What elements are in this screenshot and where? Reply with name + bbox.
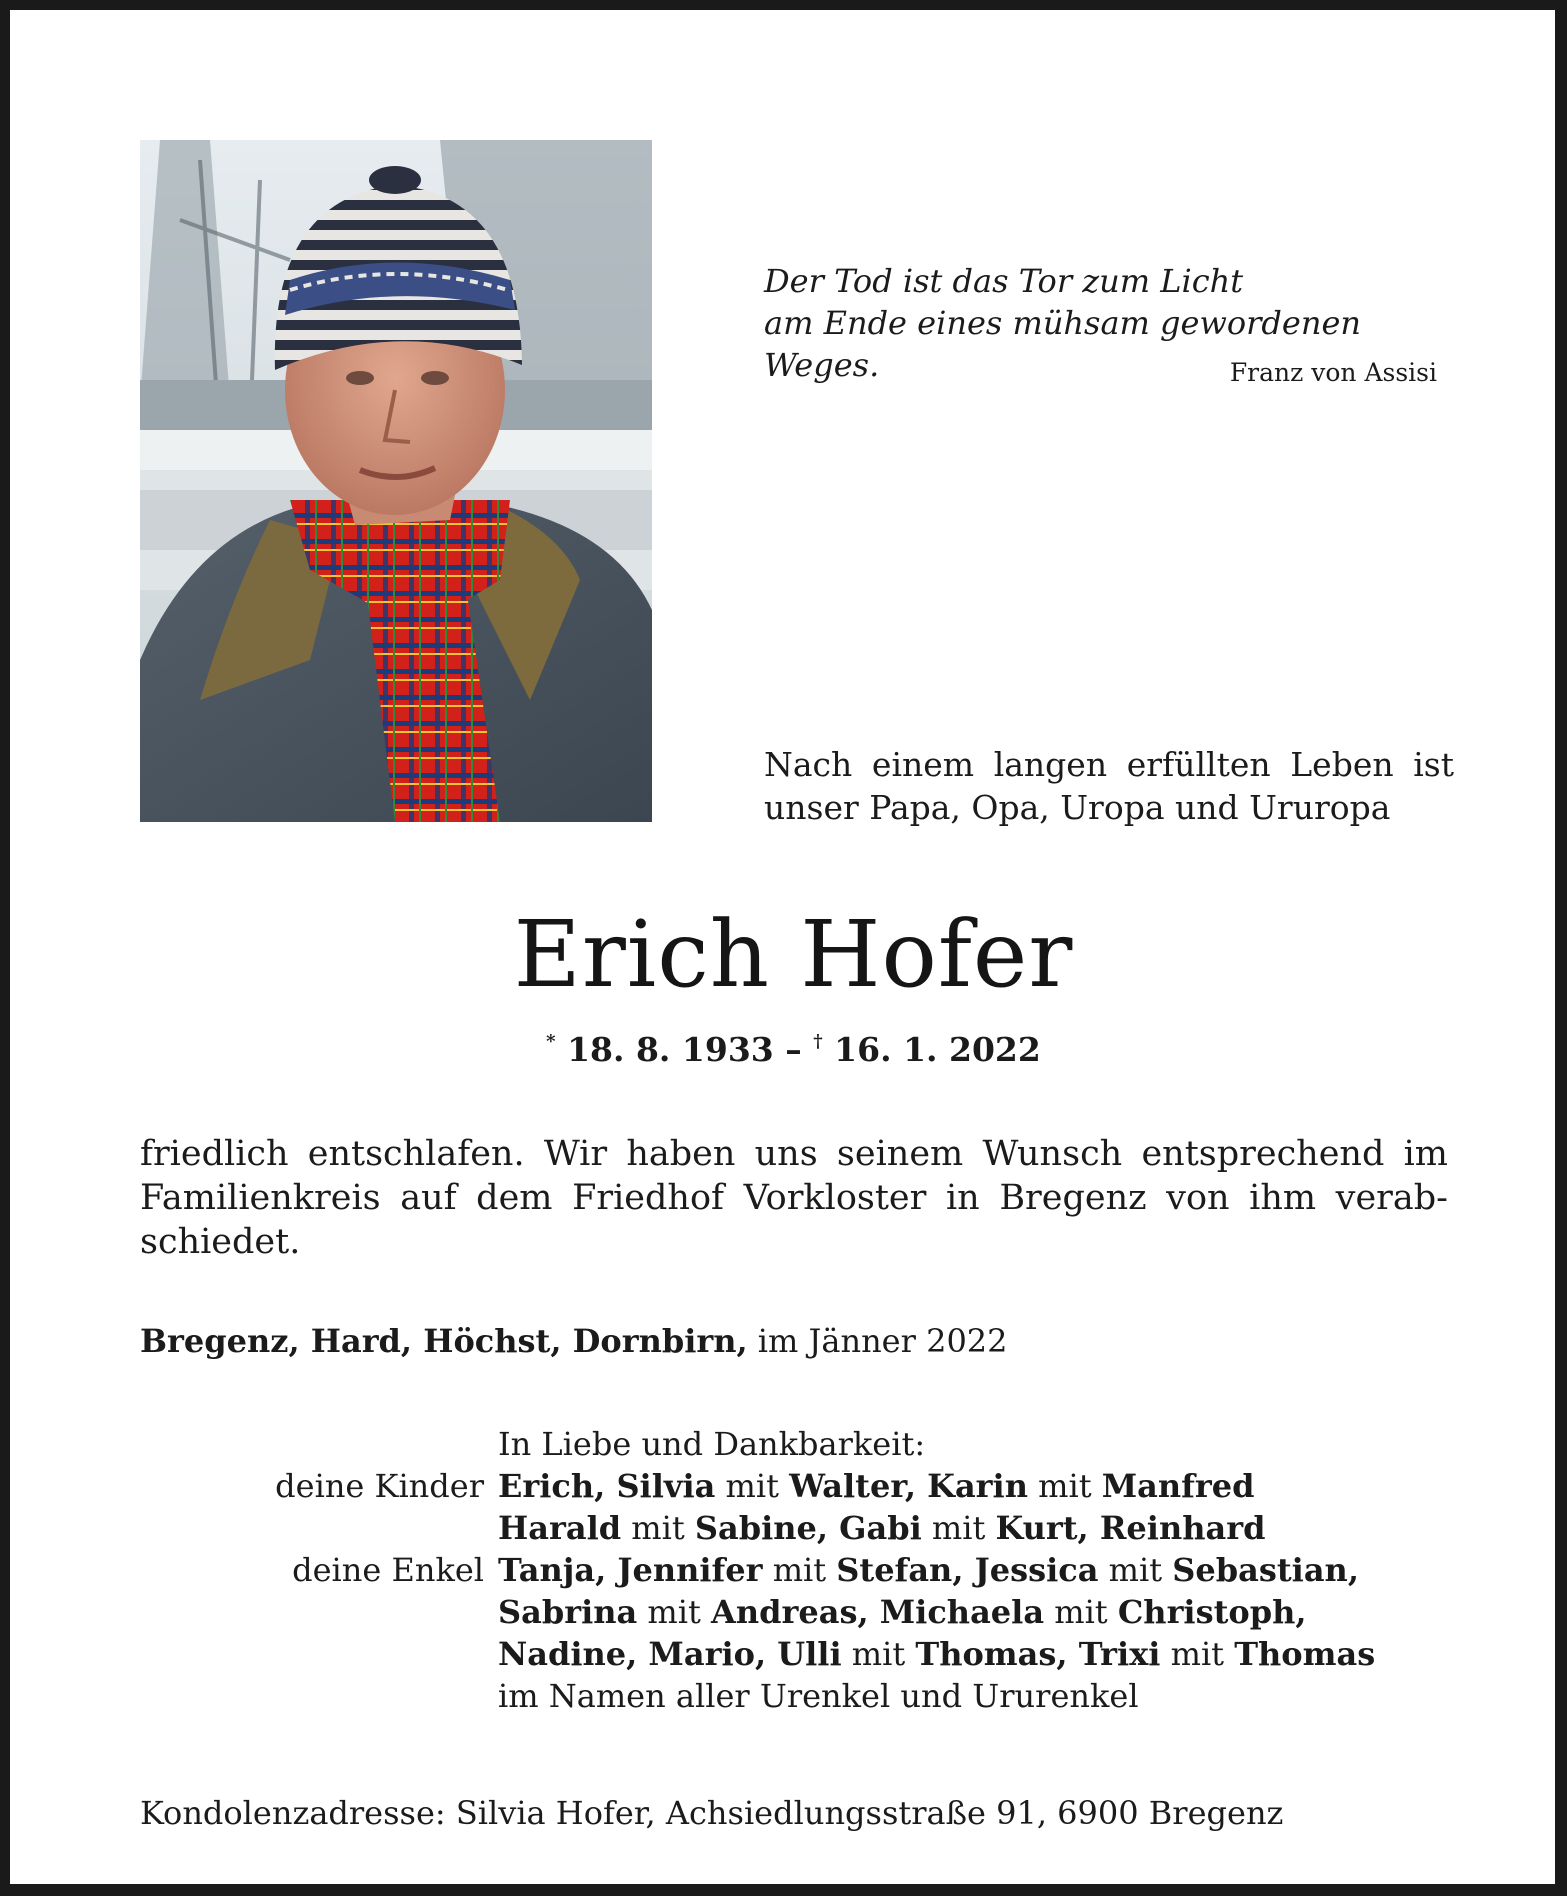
date-separator: – [785,1030,802,1069]
birth-symbol: * [546,1031,556,1052]
quote-line: am Ende eines mühsam gewordenen Weges. [764,304,1361,384]
place-date-line [140,1322,1008,1360]
birth-date: 18. 8. 1933 [567,1030,774,1069]
signer-line [498,1549,1460,1591]
signers-block [140,1423,1460,1717]
signer-names: Erich, Silvia [498,1467,716,1505]
signer-names: Christoph, [1117,1593,1307,1631]
body-line: Familienkreis auf dem Friedhof Vorkloster in Bregenz von ihm verab- [140,1178,1448,1218]
signer-line [498,1465,1460,1507]
signer-line [498,1633,1460,1675]
intro-text [764,743,1454,829]
body-line: friedlich entschlafen. Wir haben uns seinem Wunsch entsprechend im [140,1134,1448,1174]
signer-connector: mit [762,1551,837,1589]
signer-connector: mit [1027,1467,1102,1505]
quote-line: Der Tod ist das Tor zum Licht [764,262,1244,300]
signers-heading: In Liebe und Dankbarkeit: [498,1425,926,1463]
signer-connector: mit [621,1509,695,1547]
signer-connector: mit [1160,1635,1235,1673]
signer-names: Sabine, Gabi [694,1509,922,1547]
deceased-name: Erich Hofer [513,901,1074,1008]
signer-connector: mit [715,1467,790,1505]
signer-names: Thomas [1234,1635,1376,1673]
place-towns: Bregenz, Hard, Höchst, Dornbirn, [140,1322,748,1360]
condolence-address: Kondolenzadresse: Silvia Hofer, Achsiedlungsstraße 91, 6900 Bregenz [140,1794,1284,1832]
signer-names: Andreas, Michaela [711,1593,1045,1631]
signer-names: Stefan, Jessica [836,1551,1099,1589]
body-line: schiedet. [140,1222,301,1262]
intro-line: unser Papa, Opa, Uropa und Ururopa [764,788,1391,827]
grandchildren-label: deine Enkel [292,1551,484,1589]
quote-author: Franz von Assisi [1229,358,1437,387]
signer-names: Manfred [1101,1467,1255,1505]
signer-names: Tanja, Jennifer [498,1551,763,1589]
signer-connector: mit [1098,1551,1173,1589]
signer-names: Sabrina [498,1593,638,1631]
signer-names: Sebastian, [1172,1551,1359,1589]
portrait-photo [140,140,652,822]
signer-line [498,1591,1460,1633]
signer-names: Kurt, Reinhard [995,1509,1266,1547]
signer-names: Nadine, Mario, Ulli [498,1635,842,1673]
death-date: 16. 1. 2022 [834,1030,1041,1069]
signer-line [498,1507,1460,1549]
signer-names: Thomas, Trixi [915,1635,1161,1673]
signer-names: Harald [498,1509,622,1547]
signer-connector: mit [637,1593,712,1631]
signer-connector: mit [921,1509,996,1547]
life-dates [10,1030,1567,1069]
intro-line: Nach einem langen erfüllten Leben ist [764,745,1454,784]
place-date: im Jänner 2022 [757,1322,1008,1360]
children-label: deine Kinder [275,1467,484,1505]
signer-names: Walter, Karin [789,1467,1028,1505]
signer-connector: mit [841,1635,916,1673]
death-symbol: † [813,1031,823,1052]
signers-closing: im Namen aller Urenkel und Ururenkel [498,1677,1139,1715]
signer-connector: mit [1044,1593,1118,1631]
body-text [140,1132,1448,1264]
